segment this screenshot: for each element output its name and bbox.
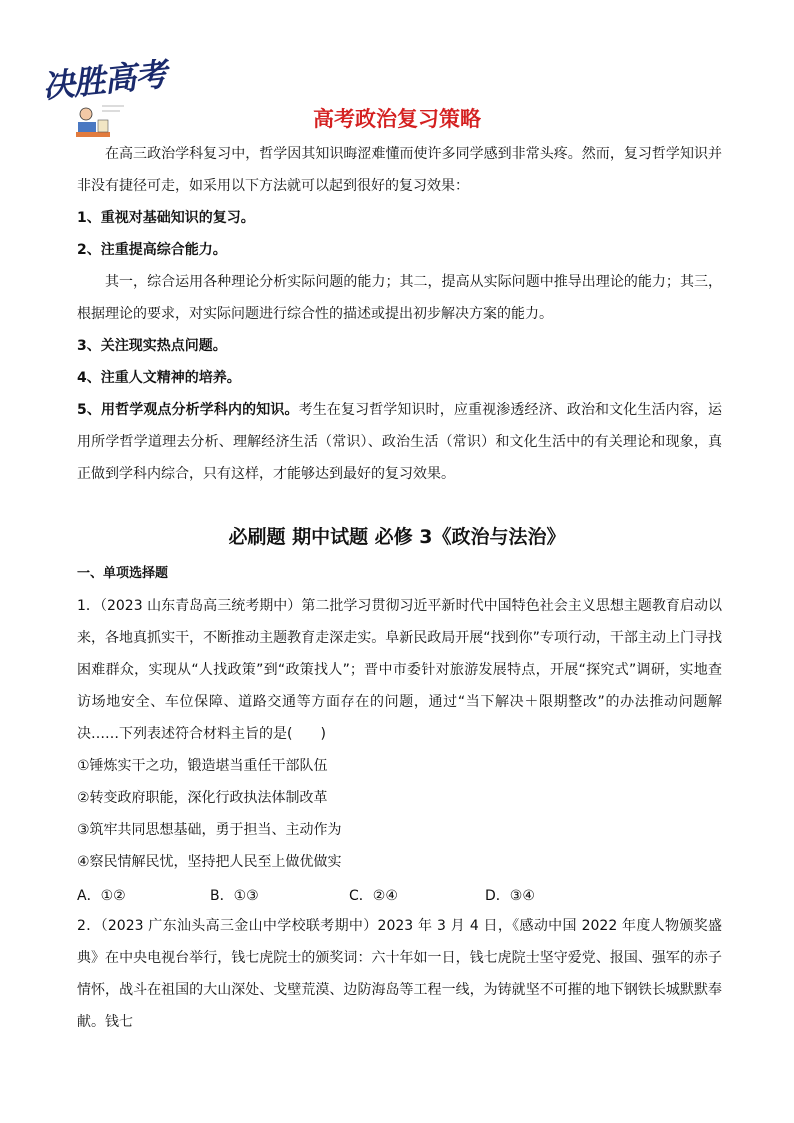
section-heading: 一、单项选择题 (77, 566, 169, 581)
question-1-stem: 1．（2023 山东青岛高三统考期中）第二批学习贯彻习近平新时代中国特色社会主义思想主题教育启动以来，各地真抓实干，不断推动主题教育走深走实。阜新民政局开展“找到你”专项行动，干部主动上门寻找困难群众，实现从“人找政策”到“政策找人”；晋中市委针对旅游发展特点，开展“探究式”调研，实地查访场地安全、车位保障、道路交通等方面存在的问题，通过“当下解决＋限期整改”的办法推动问题解决……下列表述符合材料主旨的是( ) (77, 598, 722, 742)
tip-2-detail: 其一，综合运用各种理论分析实际问题的能力；其二，提高从实际问题中推导出理论的能力；其三，根据理论的要求，对实际问题进行综合性的描述或提出初步解决方案的能力。 (77, 274, 722, 322)
option-a: A．①② (77, 888, 126, 904)
tip-5 (77, 394, 722, 490)
tip-4: 4、注重人文精神的培养。 (77, 370, 241, 386)
page-title: 高考政治复习策略 (313, 107, 481, 131)
question-1-item-1: ①锤炼实干之功，锻造堪当重任干部队伍 (77, 758, 328, 774)
tip-3: 3、关注现实热点问题。 (77, 338, 227, 354)
question-2-stem: 2．（2023 广东汕头高三金山中学校联考期中）2023 年 3 月 4 日，《感动中国 2022 年度人物颁奖盛典》在中央电视台举行，钱七虎院士的颁奖词：六十年如一日，钱七虎院士坚守爱党、报国、强军的赤子情怀，战斗在祖国的大山深处、戈壁荒漠、边防海岛等工程一线，为铸就坚不可摧的地下钢铁长城默默奉献。钱七 (77, 918, 722, 1030)
tip-2: 2、注重提高综合能力。 (77, 242, 227, 258)
option-d: D．③④ (485, 888, 535, 904)
question-1-item-2: ②转变政府职能，深化行政执法体制改革 (77, 790, 328, 806)
intro-paragraph: 在高三政治学科复习中，哲学因其知识晦涩难懂而使许多同学感到非常头疼。然而，复习哲学知识并非没有捷径可走，如采用以下方法就可以起到很好的复习效果： (77, 146, 722, 194)
tip-5-head: 5、用哲学观点分析学科内的知识。 (77, 402, 299, 418)
question-1-item-4: ④察民情解民忧，坚持把人民至上做优做实 (77, 854, 342, 870)
tip-5-body: 考生在复习哲学知识时，应重视渗透经济、政治和文化生活内容，运用所学哲学道理去分析、理解经济生活（常识）、政治生活（常识）和文化生活中的有关理论和现象，真正做到学科内综合，只有这样，才能够达到最好的复习效果。 (77, 402, 722, 482)
option-b: B．①③ (210, 888, 259, 904)
question-1-options (77, 878, 722, 910)
tip-1: 1、重视对基础知识的复习。 (77, 210, 255, 226)
question-1-item-3: ③筑牢共同思想基础，勇于担当、主动作为 (77, 822, 342, 838)
exam-title: 必刷题 期中试题 必修 3《政治与法治》 (228, 526, 566, 548)
logo-text: 决胜高考 (40, 55, 168, 106)
option-c: C．②④ (349, 888, 398, 904)
